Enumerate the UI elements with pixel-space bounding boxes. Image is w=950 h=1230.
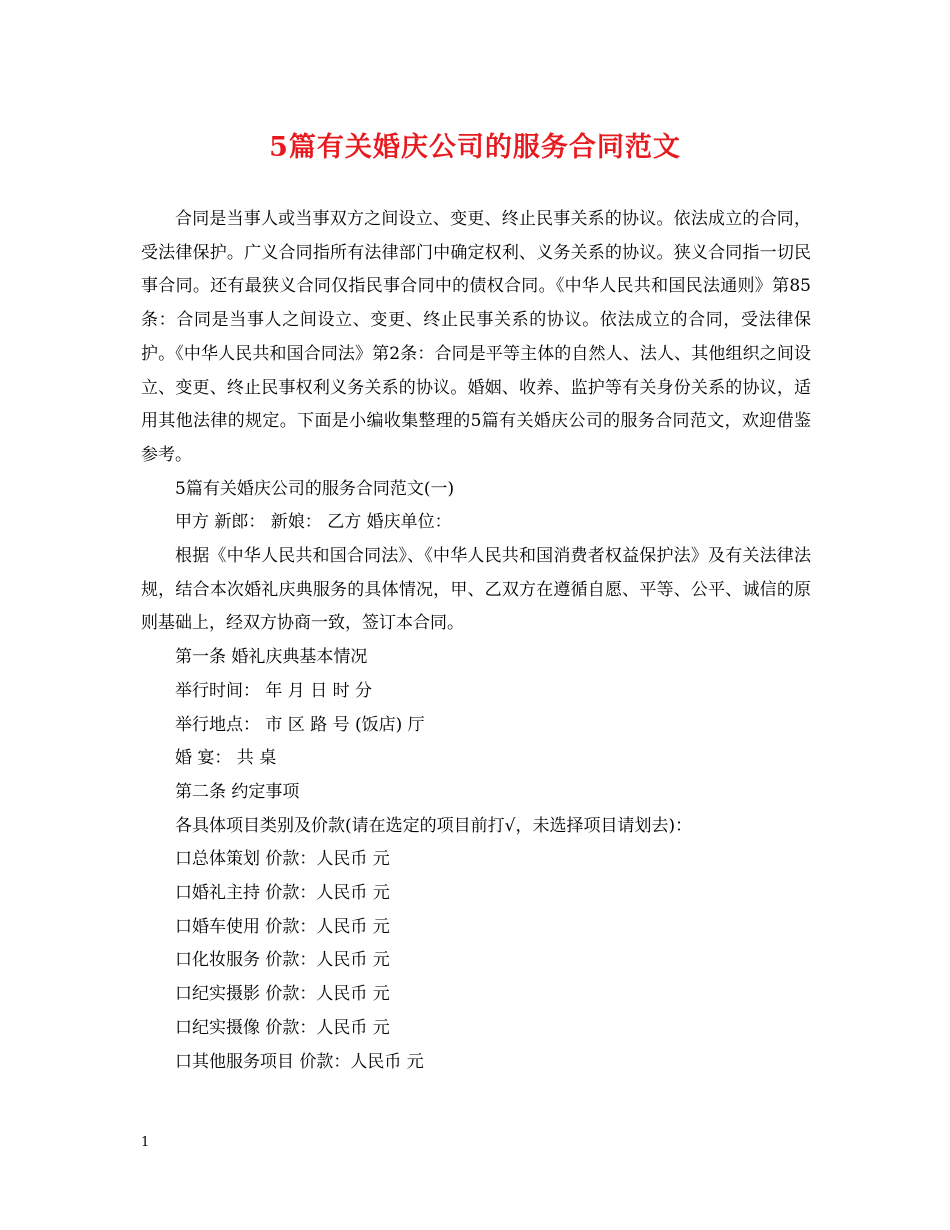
- contract-heading: 5篇有关婚庆公司的服务合同范文(一): [175, 478, 455, 499]
- service-item: 口其他服务项目 价款：人民币 元: [175, 1051, 424, 1072]
- service-item: 口总体策划 价款：人民币 元: [175, 849, 390, 870]
- service-item: 口纪实摄像 价款：人民币 元: [175, 1017, 390, 1038]
- service-item: 口婚车使用 价款：人民币 元: [175, 916, 390, 937]
- document-title: 5篇有关婚庆公司的服务合同范文: [269, 132, 681, 163]
- article-two-heading: 第二条 约定事项: [175, 781, 300, 802]
- items-instruction-line: 各具体项目类别及价款(请在选定的项目前打√，未选择项目请划去)：: [175, 815, 693, 836]
- banquet-line: 婚 宴： 共 桌: [175, 748, 277, 769]
- service-item: 口纪实摄影 价款：人民币 元: [175, 984, 390, 1005]
- page-number: 1: [141, 1135, 150, 1150]
- ceremony-time-line: 举行时间： 年 月 日 时 分: [175, 680, 373, 701]
- ceremony-venue-line: 举行地点： 市 区 路 号 (饭店) 厅: [175, 714, 425, 735]
- service-item: 口婚礼主持 价款：人民币 元: [175, 883, 390, 904]
- parties-line: 甲方 新郎： 新娘： 乙方 婚庆单位：: [175, 512, 452, 533]
- intro-paragraph: 合同是当事人或当事双方之间设立、变更、终止民事关系的协议。依法成立的合同，受法律保护。广义合同指所有法律部门中确定权利、义务关系的协议。狭义合同指一切民事合同。还有最狭义合同仅指民事合同中的债权合同。《中华人民共和国民法通则》第85条：合同是当事人之间设立、变更、终止民事关系的协议。依法成立的合同，受法律保护。《中华人民共和国合同法》第2条：合同是平等主体的自然人、法人、其他组织之间设立、变更、终止民事权利义务关系的协议。婚姻、收养、监护等有关身份关系的协议，适用其他法律的规定。下面是小编收集整理的5篇有关婚庆公司的服务合同范文，欢迎借鉴参考。: [141, 209, 811, 465]
- legal-basis-paragraph: 根据《中华人民共和国合同法》、《中华人民共和国消费者权益保护法》及有关法律法规，结合本次婚礼庆典服务的具体情况，甲、乙双方在遵循自愿、平等、公平、诚信的原则基础上，经双方协商一致，签订本合同。: [141, 546, 811, 634]
- article-one-heading: 第一条 婚礼庆典基本情况: [175, 647, 368, 668]
- service-item: 口化妆服务 价款：人民币 元: [175, 950, 390, 971]
- document-body: [141, 203, 811, 1079]
